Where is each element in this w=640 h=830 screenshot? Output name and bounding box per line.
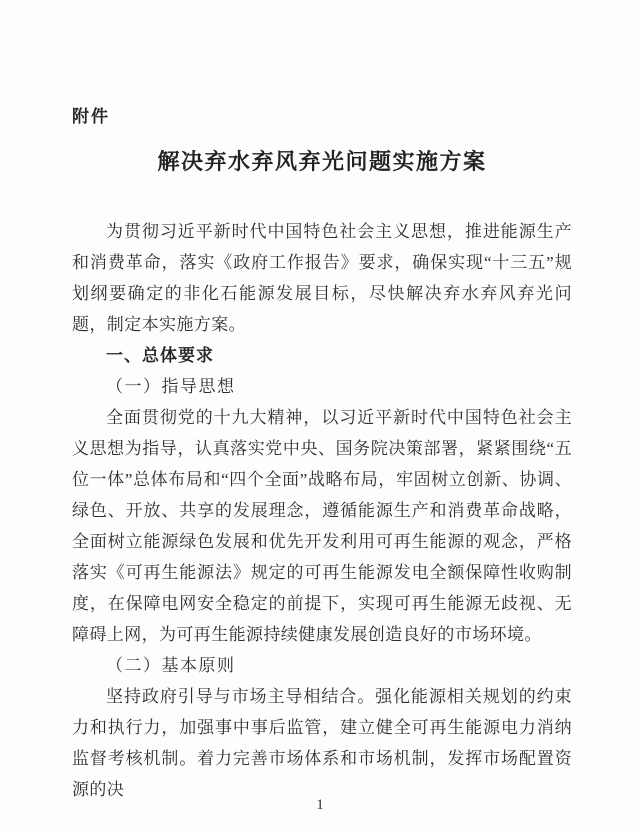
subsection-heading-basic-principles: （二）基本原则 — [106, 656, 236, 675]
document-title: 解决弃水弃风弃光问题实施方案 — [157, 149, 487, 174]
page-number: 1 — [316, 797, 324, 813]
section-heading-overall-requirements: 一、总体要求 — [106, 346, 214, 365]
basic-principles-paragraph: 坚持政府引导与市场主导相结合。强化能源相关规划的约束力和执行力，加强事中事后监管，建立健全可再生能源电力消纳监督考核机制。着力完善市场体系和市场机制，发挥市场配置资源的决 — [72, 687, 572, 799]
guiding-ideology-paragraph: 全面贯彻党的十九大精神，以习近平新时代中国特色社会主义思想为指导，认真落实党中央、国务院决策部署，紧紧围绕“五位一体”总体布局和“四个全面”战略布局，牢固树立创新、协调、绿色、开放、共享的发展理念，遵循能源生产和消费革命战略，全面树立能源绿色发展和优先开发利用可再生能源的观念，严格落实《可再生能源法》规定的可再生能源发电全额保障性收购制度，在保障电网安全稳定的前提下，实现可再生能源无歧视、无障碍上网，为可再生能源持续健康发展创造良好的市场环境。 — [72, 408, 572, 644]
attachment-label: 附件 — [72, 107, 110, 126]
subsection-heading-guiding-ideology: （一）指导思想 — [106, 377, 236, 396]
intro-paragraph: 为贯彻习近平新时代中国特色社会主义思想，推进能源生产和消费革命，落实《政府工作报告》要求，确保实现“十三五”规划纲要确定的非化石能源发展目标，尽快解决弃水弃风弃光问题，制定本实施方案。 — [72, 222, 572, 334]
